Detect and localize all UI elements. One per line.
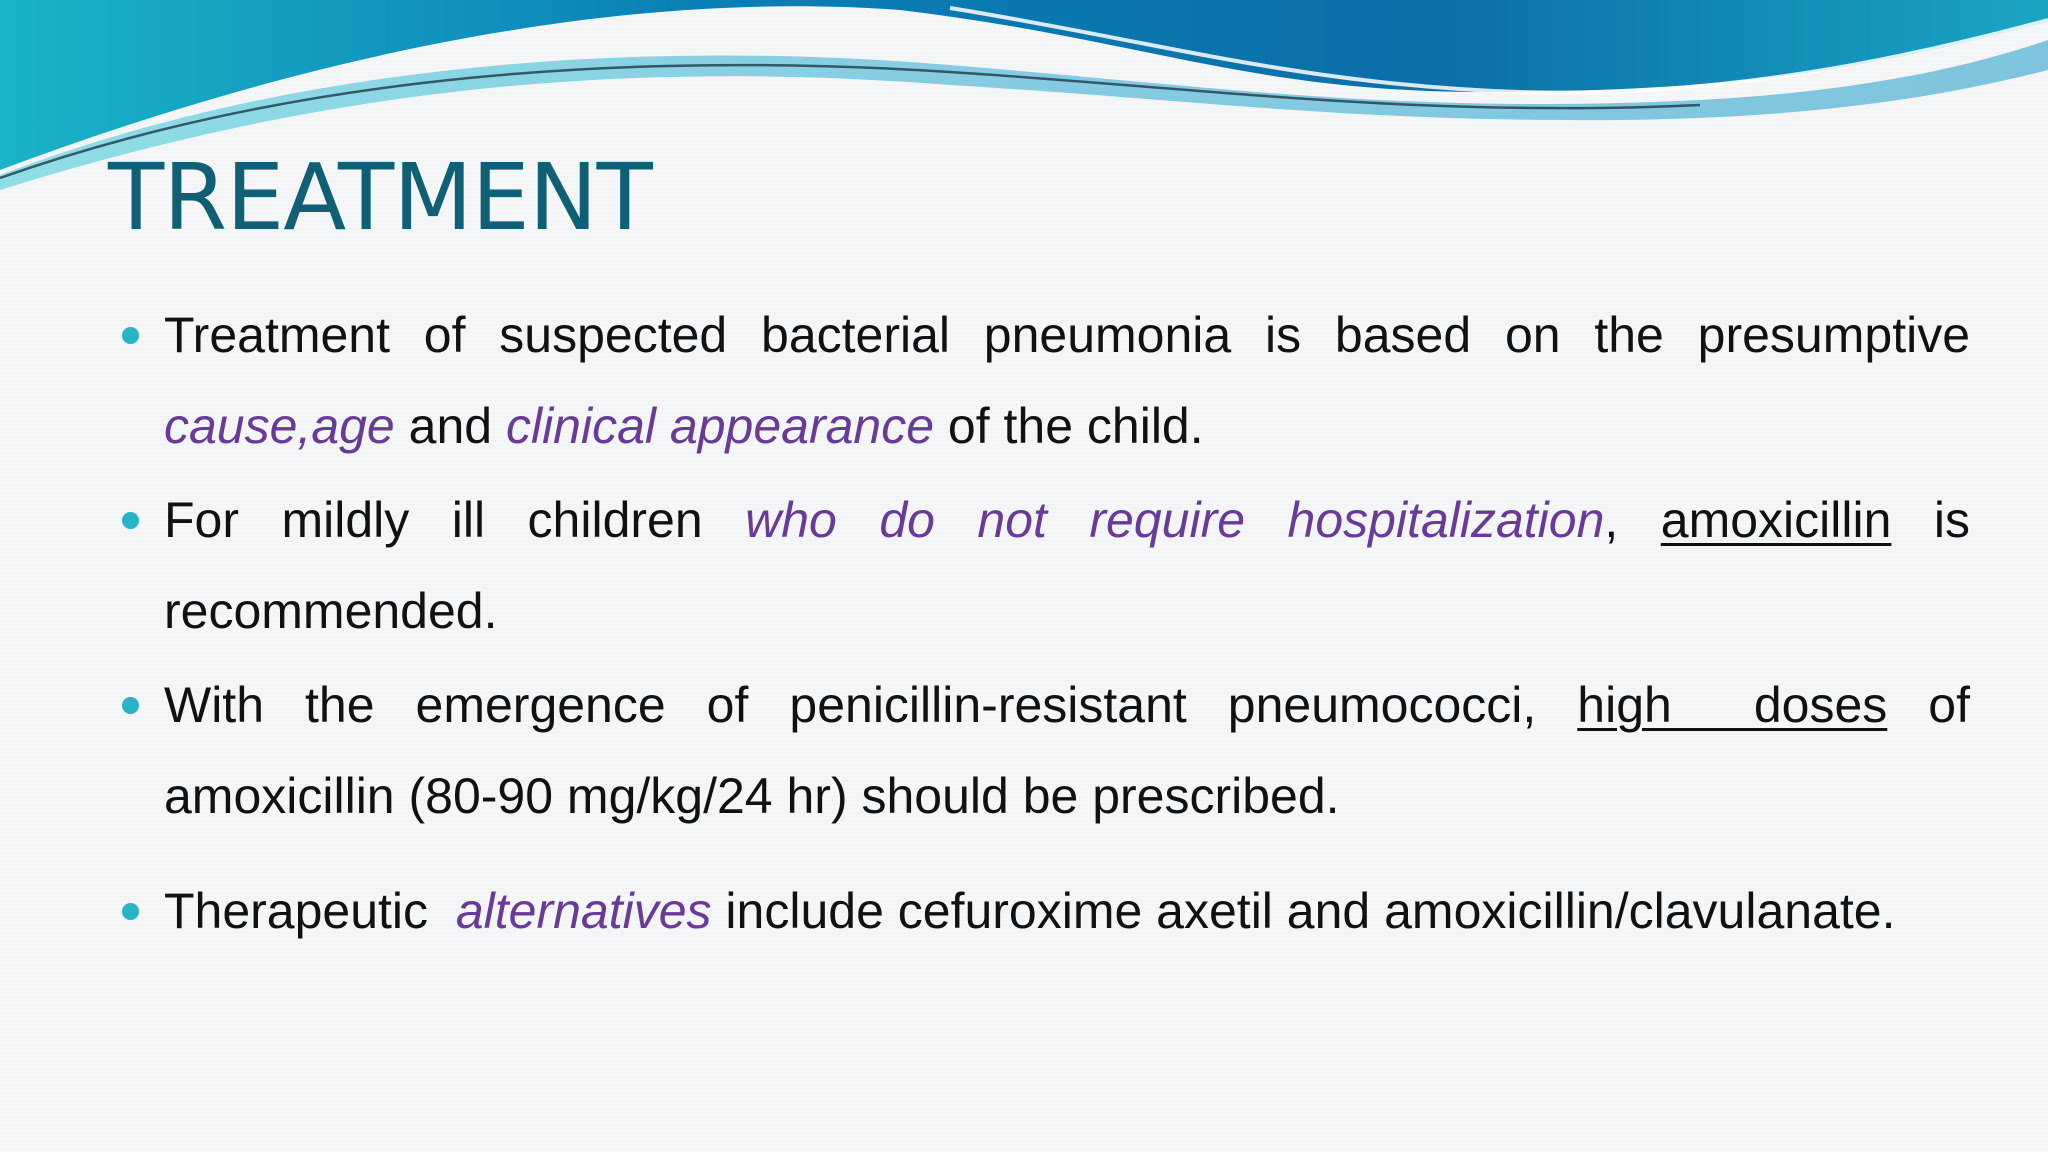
bullet-dot-icon (122, 903, 139, 920)
emphasis-text: clinical appearance (505, 398, 935, 454)
slide-title: TREATMENT (108, 144, 652, 251)
bullet-text: With the emergence of penicillin-resistant pneumococci, (164, 677, 1578, 733)
bullet-text: is recommended. (164, 492, 1970, 639)
bullet-text: and (394, 398, 506, 454)
emphasis-text: alternatives (455, 883, 712, 939)
bullet-text: of amoxicillin (80-90 mg/kg/24 hr) should be prescribed. (164, 677, 1970, 824)
bullet-dot-icon (122, 512, 139, 529)
bullet-dot-icon (122, 327, 139, 344)
bullet-text: For mildly ill children (164, 492, 746, 548)
bullet-text: of the child. (934, 398, 1204, 454)
bullet-text: Therapeutic (164, 883, 456, 939)
bullet-text: , (1604, 492, 1661, 548)
emphasis-text: who do not require hospitalization (745, 492, 1605, 548)
bullet-item (114, 475, 1970, 657)
bullet-item (114, 290, 1970, 472)
bullet-text: include cefuroxime axetil and amoxicillin/clavulanate. (711, 883, 1896, 939)
bullet-dot-icon (122, 697, 139, 714)
bullet-item (114, 660, 1970, 842)
bullet-list (114, 290, 1970, 960)
bullet-item (114, 866, 1970, 957)
bullet-text: Treatment of suspected bacterial pneumonia is based on the presumptive (164, 307, 1970, 363)
underlined-text: amoxicillin (1660, 492, 1892, 548)
emphasis-text: cause,age (164, 398, 395, 454)
underlined-text: high doses (1577, 677, 1888, 733)
